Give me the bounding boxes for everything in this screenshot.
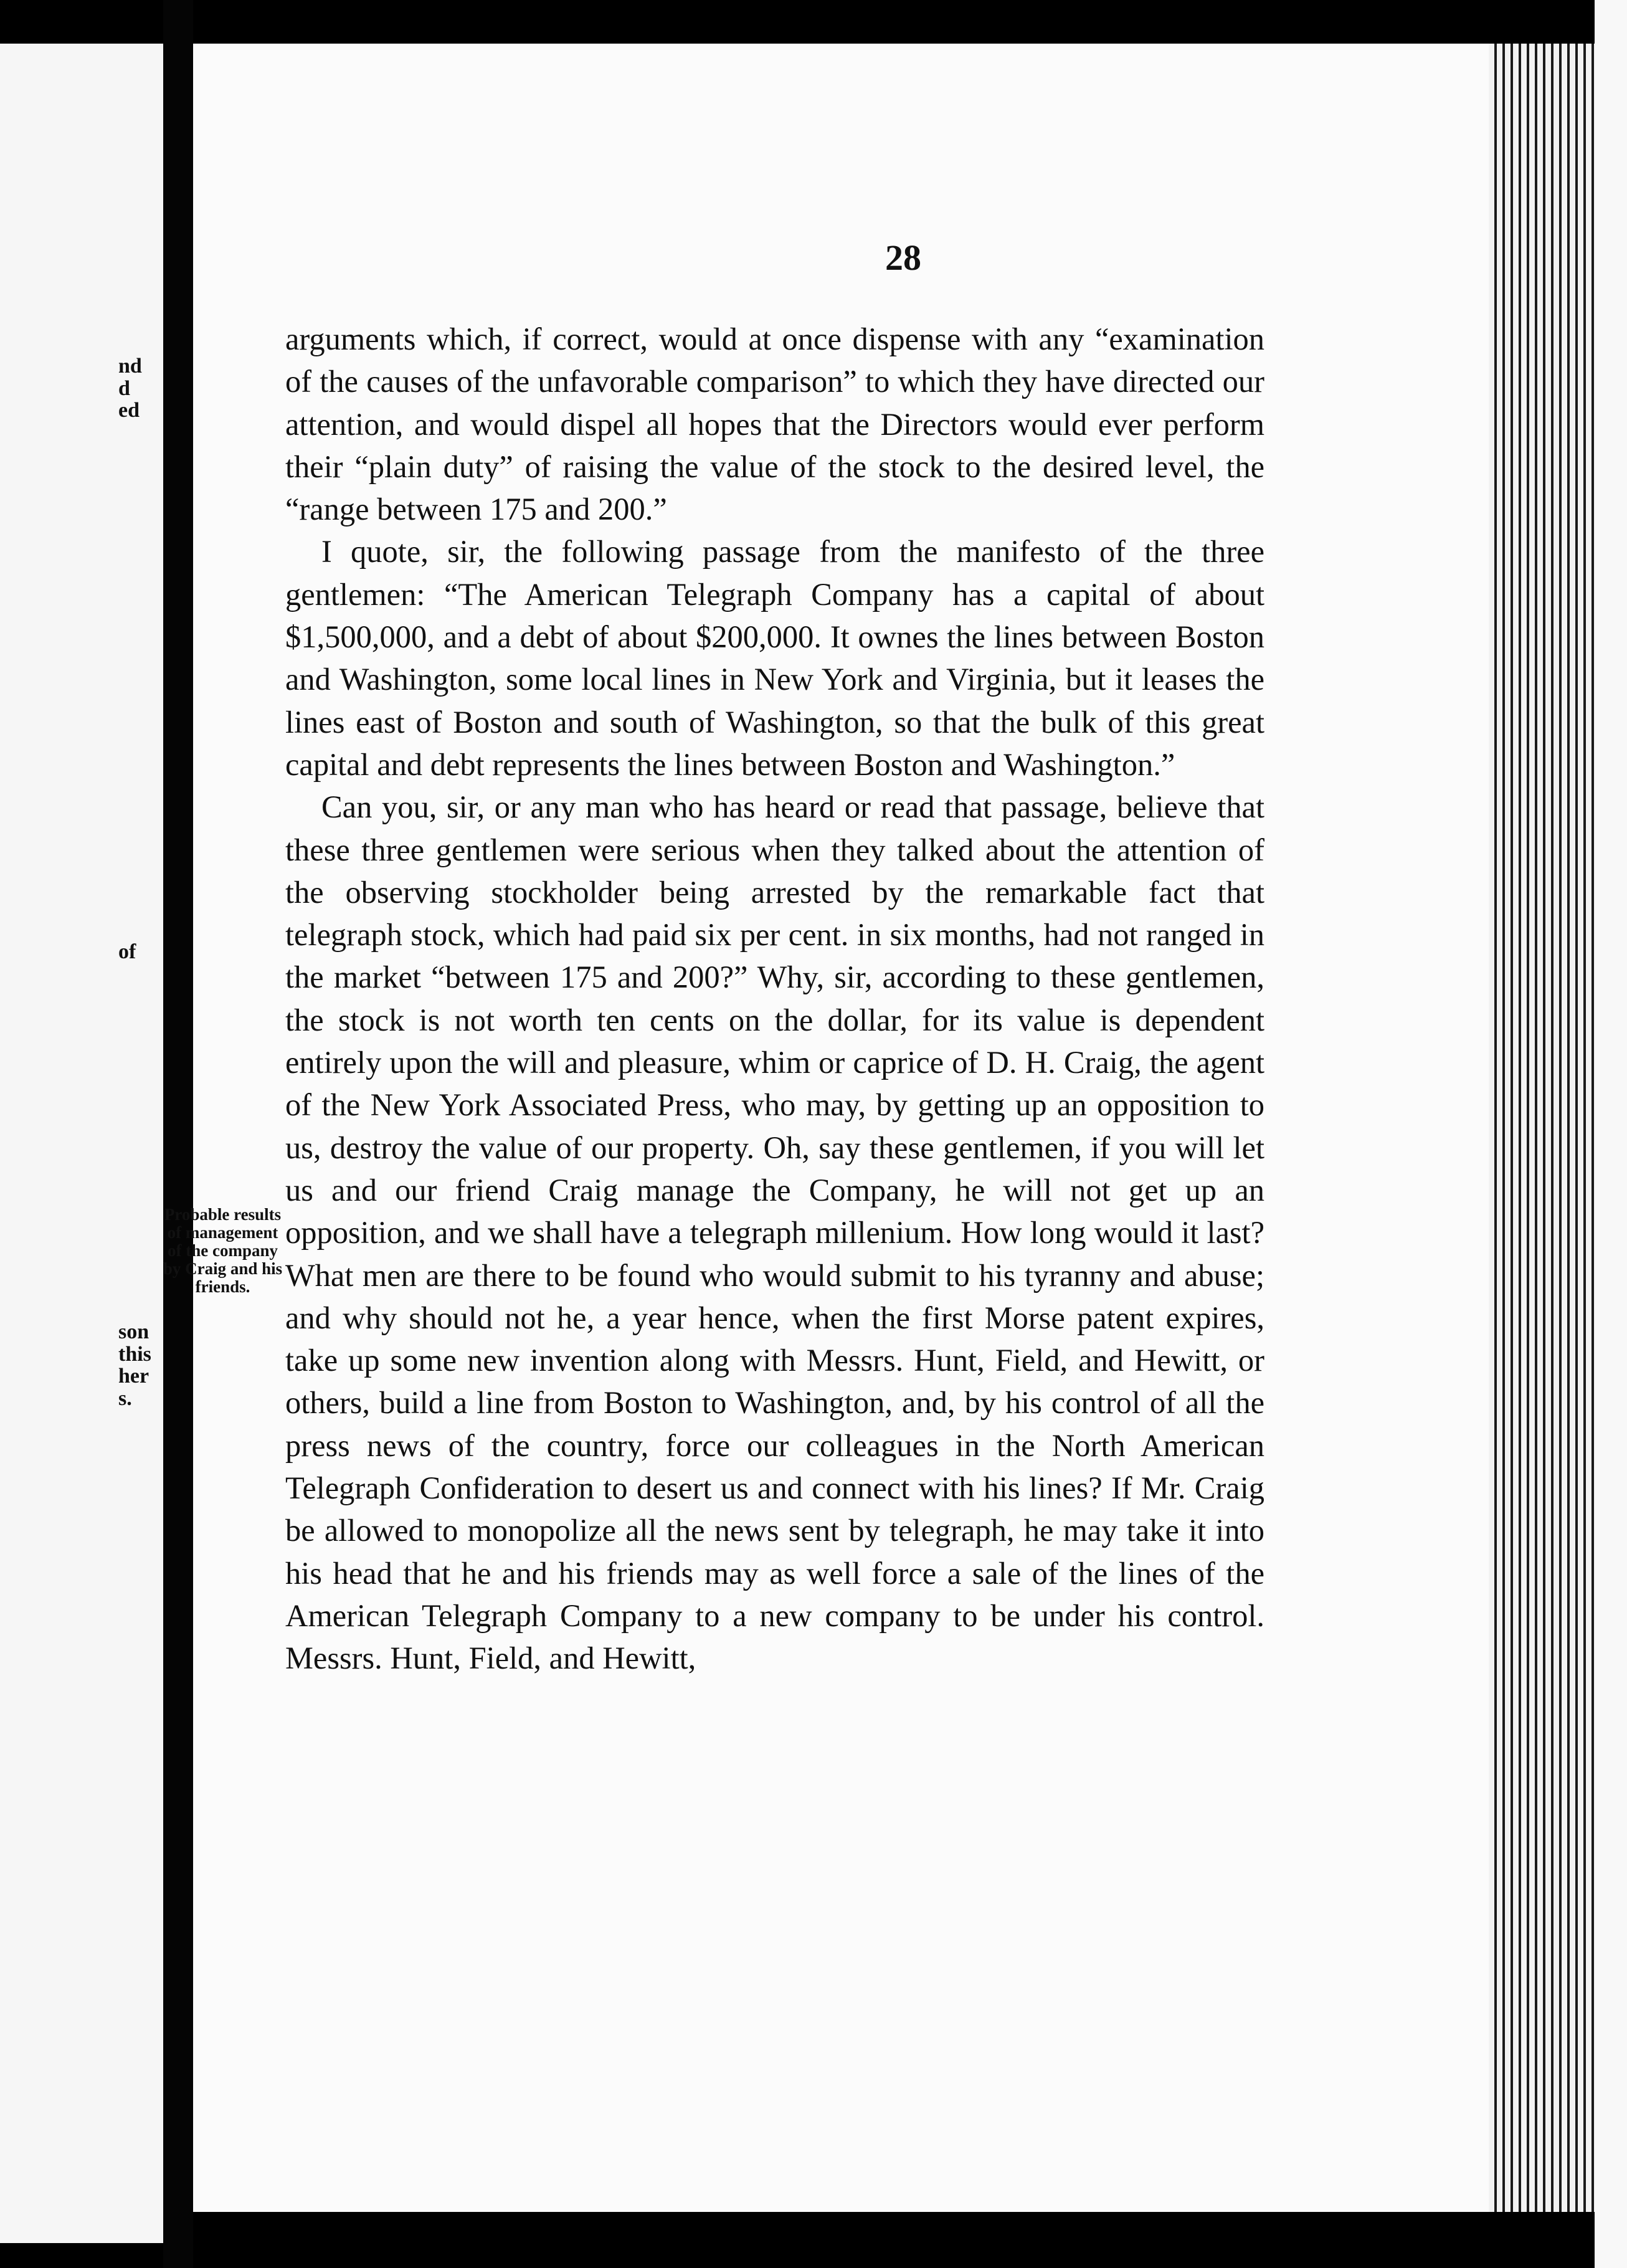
left-page-fragment: nd d ed bbox=[118, 355, 142, 422]
left-page-fragment: of bbox=[118, 940, 136, 963]
margin-sidenote: Probable results of management of the company by Craig and his friends. bbox=[163, 1205, 283, 1296]
left-facing-page bbox=[0, 44, 163, 2243]
paragraph: arguments which, if correct, would at once dispense with any “examination of the causes of the unfavorable comparison” to which they have directed our attention, and would dispel all hopes that the Directors would ever perform their “plain duty” of raising the value of the stock to the desired level, the “range between 175 and 200.” bbox=[285, 322, 1264, 527]
left-page-fragment: son this her s. bbox=[118, 1320, 151, 1411]
scan-background bbox=[1595, 0, 1627, 2268]
page-body-text bbox=[285, 318, 1264, 1680]
book-gutter bbox=[163, 0, 193, 2268]
paragraph: I quote, sir, the following passage from the manifesto of the three gentlemen: “The American Telegraph Company has a capital of about $1,500,000, and a debt of about $200,000. It ownes the lines between Boston and Washington, some local lines in New York and Virginia, but it leases the lines east of Boston and south of Washington, so that the bulk of this great capital and debt represents the lines between Boston and Washington.” bbox=[285, 534, 1264, 782]
page-edges bbox=[1489, 44, 1595, 2212]
paragraph: Can you, sir, or any man who has heard or read that passage, believe that these three gentlemen were serious when they talked about the attention of the observing stockholder being arrested by the remarkable fact that telegraph stock, which had paid six per cent. in six months, had not ranged in the market “between 175 and 200?” Why, sir, according to these gentlemen, the stock is not worth ten cents on the dollar, for its value is dependent entirely upon the will and pleasure, whim or caprice of D. H. Craig, the agent of the New York Associated Press, who may, by getting up an opposition to us, destroy the value of our property. Oh, say these gentlemen, if you will let us and our friend Craig manage the Company, he will not get up an opposition, and we shall have a telegraph millenium. How long would it last? What men are there to be found who would submit to his tyranny and abuse; and why should not he, a year hence, when the first Morse patent expires, take up some new invention along with Messrs. Hunt, Field, and Hewitt, or others, build a line from Boston to Washington, and, by his control of all the press news of the country, force our colleagues in the North American Telegraph Confideration to desert us and connect with his lines? If Mr. Craig be allowed to monopolize all the news sent by telegraph, he may take it into his head that he and his friends may as well force a sale of the lines of the American Telegraph Company to a new company to be under his control. Messrs. Hunt, Field, and Hewitt, bbox=[285, 789, 1264, 1676]
page-number: 28 bbox=[885, 237, 921, 278]
